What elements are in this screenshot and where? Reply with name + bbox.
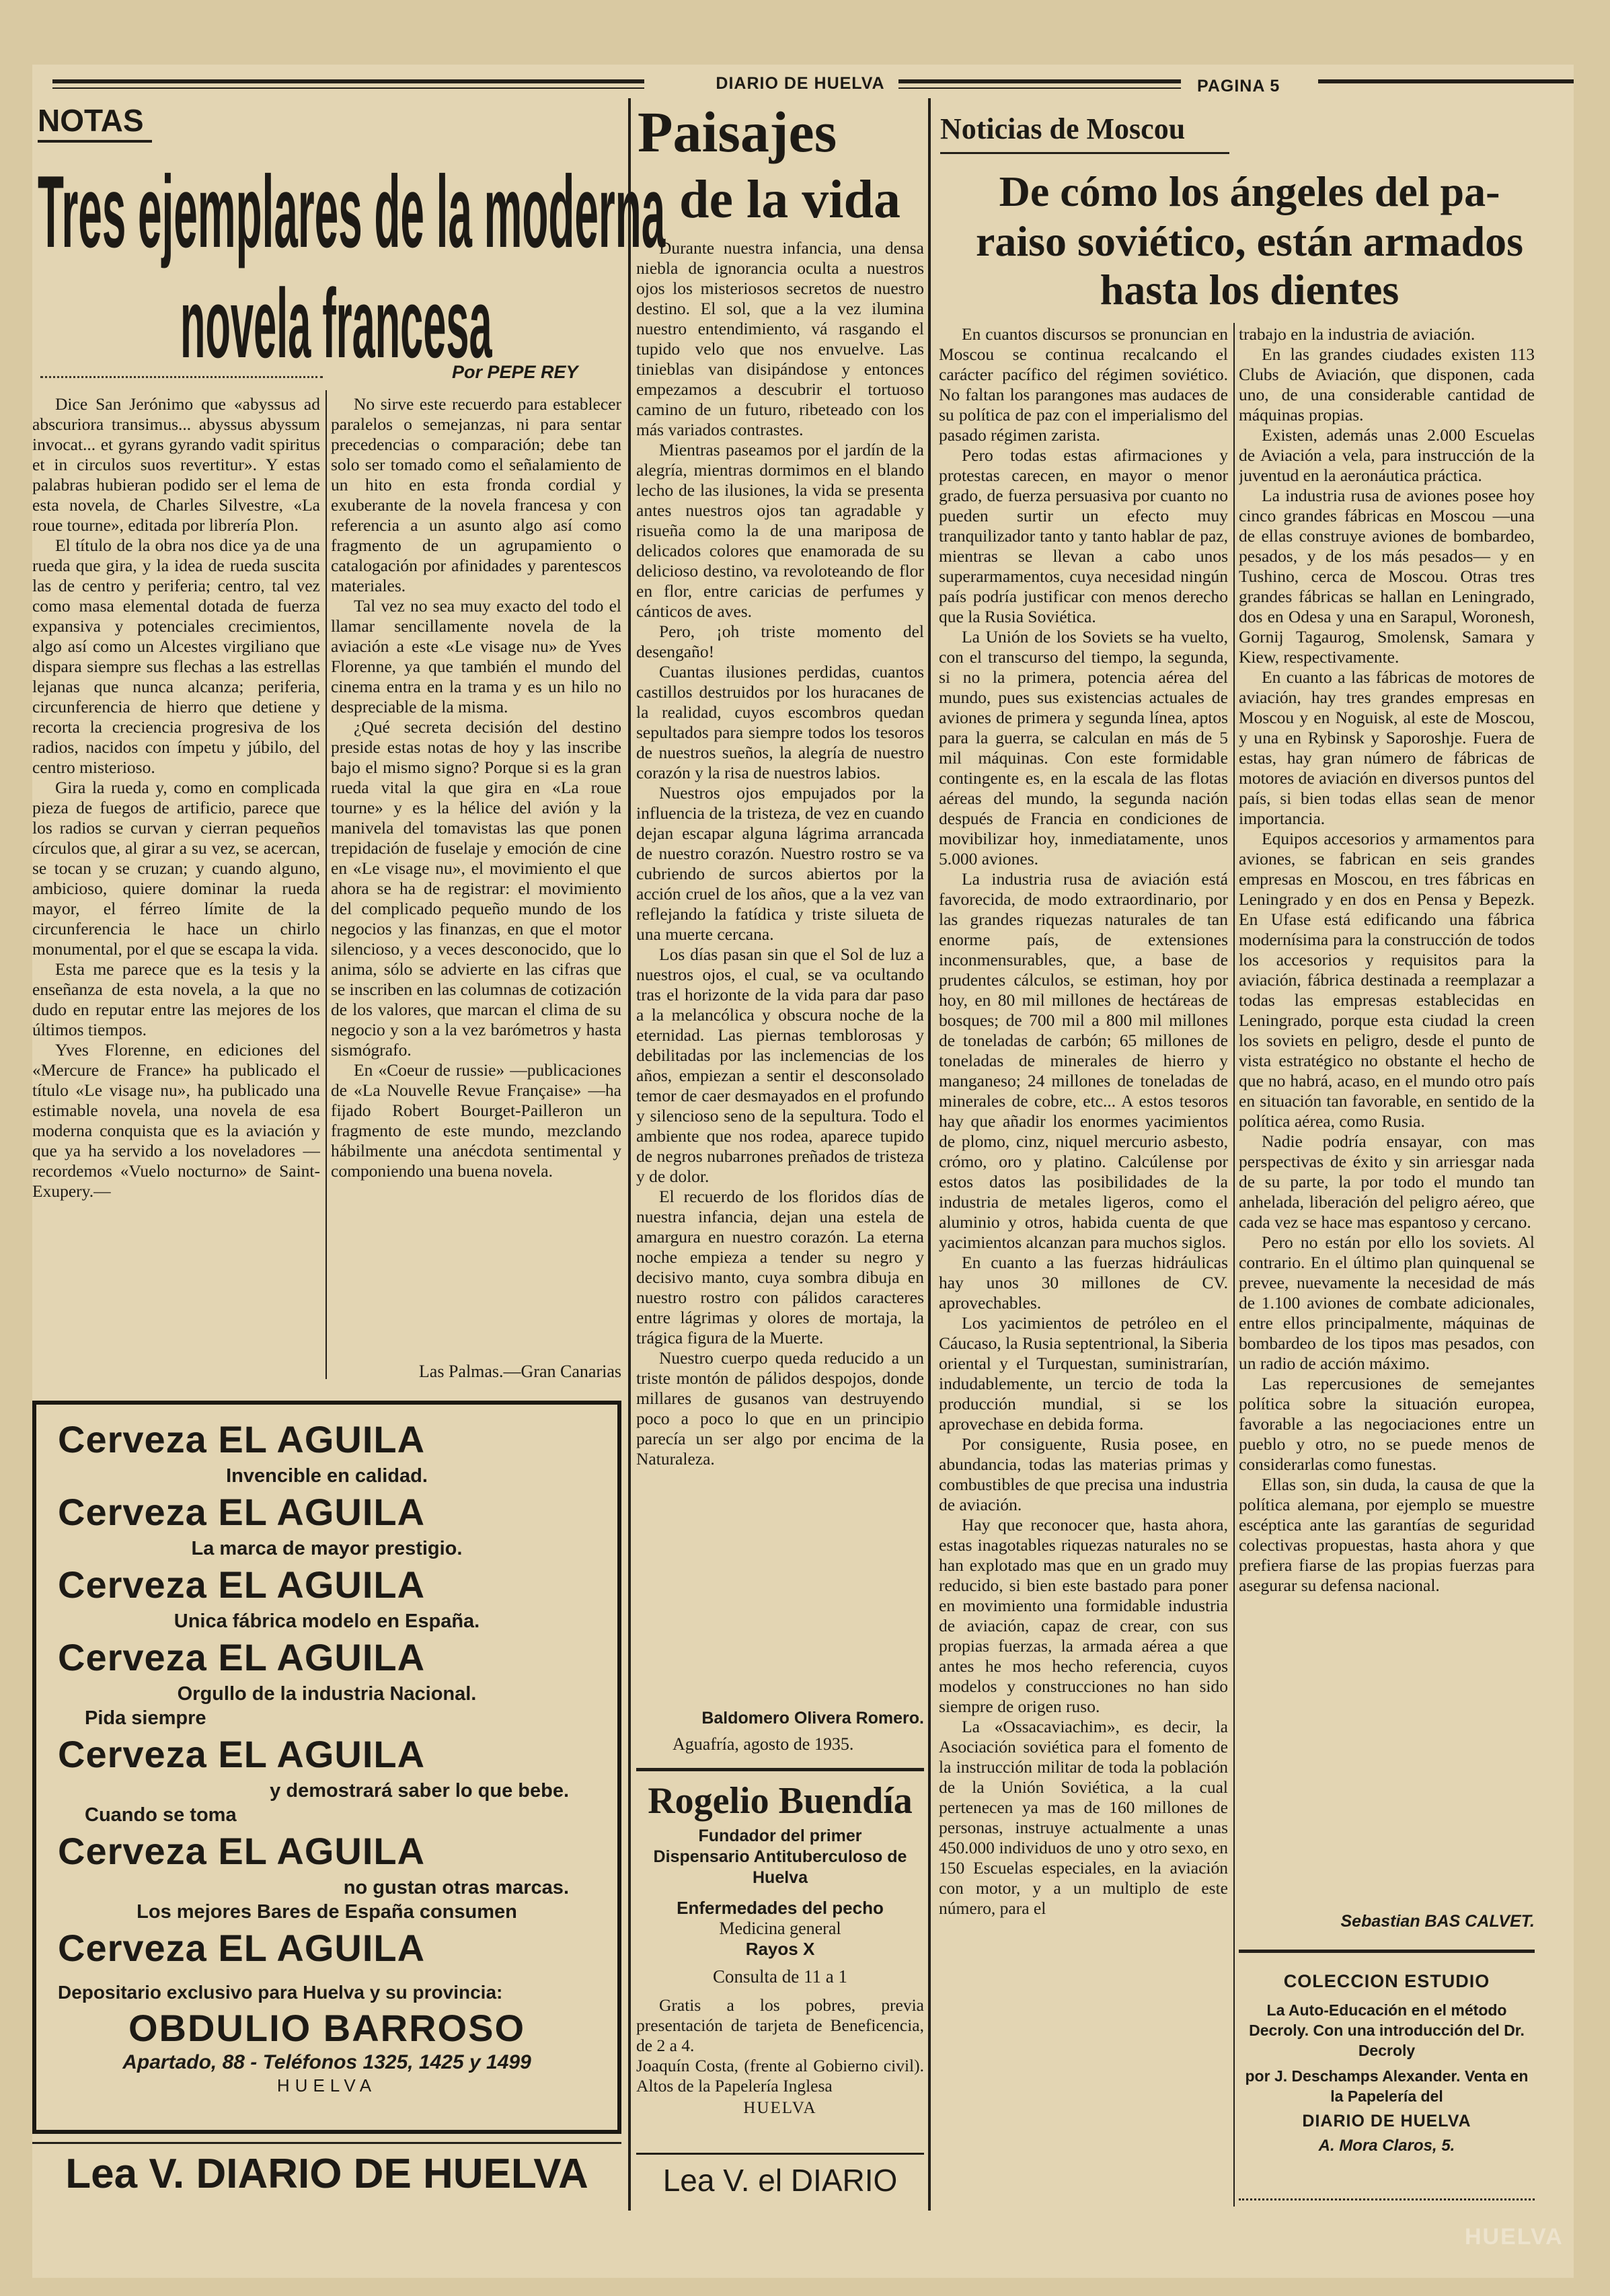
notas-column-1: [32, 394, 320, 1390]
paisajes-paragraph: Nuestro cuerpo queda reducido a un triste montón de pálidos despojos, donde millares de gusanos van destruyendo poco a poco lo que en un principio parecía un ser algo por encima de la Naturaleza.: [636, 1348, 924, 1469]
moscu-column-1: [939, 324, 1228, 2201]
notas-col2-paragraph: No sirve este recuerdo para establecer paralelos o semejanzas, ni para sentar precedencias o comparación; debe tan solo ser tomado como el señalamiento de un hito en esta fronda cordial y exuberante de la novela francesa y con referencia a un asunto algo así como fragmento de un agrupamiento o catalogación por afinidades y parentescos materiales.: [331, 394, 621, 595]
column-rule-2: [928, 98, 931, 2211]
cerveza-ad-post-line: y demostrará saber lo que bebe.: [270, 1780, 569, 1802]
cerveza-ad-slogan-line: Los mejores Bares de España consumen: [137, 1901, 517, 1923]
doctor-address: Joaquín Costa, (frente al Gobierno civil). Altos de la Papelería Inglesa: [636, 2056, 924, 2096]
moscu-col1-paragraph: Los yacimientos de petróleo en el Cáucaso, la Rusia septentrional, la Siberia oriental y el Turquestan, suministrarían, indudablemente, un tercio de toda la producción mundial, si se los aprovechase en debida forma.: [939, 1313, 1228, 1434]
paisajes-paragraph: Cuantas ilusiones perdidas, cuantos castillos destruidos por los huracanes de la realidad, cuyos escombros quedan sepultados para siempre todos los tesoros de nuestros sueños, la alegría de nuestro corazón y la risa de nuestros labios.: [636, 662, 924, 782]
paisajes-paragraph: El recuerdo de los floridos días de nuestra infancia, dejan una estela de amargura en nuestro corazón. La eterna noche empieza a tender su negro y decisivo manto, cuya sombra dibuja en nuestro rostro con pálidos caracteres entre lágrimas y olores de mortaja, la trágica figura de la Muerte.: [636, 1187, 924, 1347]
header-rule-mid: [898, 79, 1181, 83]
notas-col2-paragraph: En «Coeur de russie» —publicaciones de «La Nouvelle Revue Française» —ha fijado Robert Bourget-Pailleron un fragmento de este mundo, mezclando hábilmente una anécdota sentimental y componiendo una buena novela.: [331, 1060, 621, 1181]
moscu-col1-paragraph: La «Ossacaviachim», es decir, la Asociación soviética para el fomento de la instrucción militar de toda la población de la Unión Soviética, a la cual pertenecen ya mas de 160 millones de personas, instruye actualmente a unas 450.000 individuos de uno y otro sexo, en 150 Escuelas especiales, en la aviación con motor, y a un multiplo de este número, para el: [939, 1717, 1228, 1918]
moscu-col2-paragraph: Ellas son, sin duda, la causa de que la política alemana, por ejemplo se muestre escéptica ante las garantías de seguridad colectivas propuestas, hasta ahora y que prefiera fiarse de las propias fuerzas para asegurar su defensa nacional.: [1239, 1475, 1535, 1595]
coleccion-line2: por J. Deschamps Alexander. Venta en la Papelería del: [1245, 2067, 1529, 2105]
moscu-headline-line3: hasta los dientes: [1100, 266, 1400, 313]
paisajes-dateline: Aguafría, agosto de 1935.: [673, 1734, 854, 1754]
notas-title-line2: novela francesa: [180, 268, 492, 378]
notas-title-line1: Tres ejemplares de la moderna: [38, 155, 666, 269]
cerveza-ad-pre-line: Pida siempre: [85, 1707, 206, 1729]
cerveza-ad-box: [32, 1401, 621, 2134]
cerveza-ad-slogan-line: Orgullo de la industria Nacional.: [177, 1683, 477, 1705]
doctor-hours: Consulta de 11 a 1: [713, 1966, 847, 1987]
moscu-col2-paragraph: Equipos accesorios y armamentos para aviones, se fabrican en seis grandes empresas en Moscou, en tres fábricas en Leningrado y en dos en Pensa y Bepezk. En Ufase está edificando una fábrica modernísima para la construcción de todos los accesorios y requisitos para la aviación, fábrica destinada a reemplazar a todas las empresas establecidas en Leningrado, porque esta ciudad la creen los soviets en peligro, desde el punto de vista estratégico no obstante el hecho de que no habrá, acaso, en el mundo otro país en situación tan favorable, en sentido de la política aérea, como Rusia.: [1239, 829, 1535, 1131]
coleccion-title: COLECCION ESTUDIO: [1283, 1971, 1490, 1991]
page-number: PAGINA 5: [1197, 77, 1280, 96]
moscu-signature: Sebastian BAS CALVET.: [1340, 1912, 1535, 1931]
notas-inner-rule: [325, 390, 327, 1379]
moscu-col1-paragraph: Por consiguente, Rusia posee, en abundancia, todas las materias primas y combustibles de que precisa una industria de aviación.: [939, 1434, 1228, 1514]
depositario-city: HUELVA: [276, 2075, 377, 2096]
doctor-specialty: Enfermedades del pecho: [677, 1898, 884, 1918]
header-rule-left-thin: [52, 87, 644, 89]
depositario-name: OBDULIO BARROSO: [128, 2007, 525, 2049]
cerveza-ad-slogan-line: Unica fábrica modelo en España.: [174, 1610, 480, 1632]
cerveza-ad-slogan-line: Invencible en calidad.: [226, 1465, 428, 1487]
moscu-col2-paragraph: Existen, además unas 2.000 Escuelas de Aviación a vela, para instrucción de la juventud en la aeronáutica práctica.: [1239, 425, 1535, 485]
footer-lea-diario: Lea V. DIARIO DE HUELVA: [65, 2151, 588, 2197]
doctor-founder-line: Fundador del primer Dispensario Antituberculoso de Huelva: [653, 1826, 907, 1887]
moscu-col2-paragraph: En las grandes ciudades existen 113 Clubs de Aviación, que disponen, cada uno, de una considerable cantidad de máquinas propias.: [1239, 344, 1535, 424]
paisajes-paragraph: Nuestros ojos empujados por la influencia de la tristeza, de vez en cuando dejan escapar alguna lágrima arrancada de nuestro corazón. Nuestro rostro se va cubriendo de surcos abiertos por la acción cruel de los años, que a la vez van reflejando la fatídica y triste silueta de una muerte cercana.: [636, 783, 924, 944]
paisajes-title-line2: de la vida: [679, 170, 900, 229]
cerveza-ad-pre-line: Cuando se toma: [85, 1804, 237, 1826]
notas-col2-paragraph: Tal vez no sea muy exacto del todo el llamar sencillamente novela de la aviación a este «Le visage nu» de Yves Florenne, ya que también el mundo del cinema entra en la trama y es un hilo no despreciable de la misma.: [331, 596, 621, 716]
moscu-column-2: [1239, 324, 1535, 1932]
paisajes-paragraph: Los días pasan sin que el Sol de luz a nuestros ojos, el cual, se va ocultando tras el horizonte de la vida para dar paso a la melancólica y obscura noche de la eternidad. Las piernas temblorosas y debilitadas por las inclemencias de los años, empiezan a sentir el desconsolado temor de caer desmayados en el profundo y silencioso seno de la sepultura. Todo el ambiente que nos rodea, aparece tupido de negros nubarrones preñados de tristeza y de dolor.: [636, 945, 924, 1186]
cerveza-ad-brand-line: Cerveza EL AGUILA: [58, 1733, 426, 1775]
depositario-label: Depositario exclusivo para Huelva y su provincia:: [58, 1982, 503, 2003]
newspaper-name: DIARIO DE HUELVA: [716, 74, 885, 93]
moscu-col2-paragraph: trabajo en la industria de aviación.: [1239, 324, 1475, 344]
notas-col1-paragraph: Gira la rueda y, como en complicada pieza de fuegos de artificio, parece que los radios se curvan y cierran pequeños círculos que, al girar a su vez, se acercan, se tocan y se cruzan; y cuando alguno, ambicioso, quiere dominar la rueda mayor, el férreo límite de la circunferencia le hace un chirlo monumental, por el que se escapa la vida.: [32, 778, 320, 959]
doctor-name: Rogelio Buendía: [648, 1780, 913, 1822]
notas-byline: Por PEPE REY: [452, 362, 578, 382]
byline-ornament: [40, 363, 323, 378]
notas-col1-paragraph: Dice San Jerónimo que «abyssus ad abscuriora transimus... abyssus abyssum invocat... et gyrans gyrando vadit spiritus et in circulos suos revertitur». Y estas palabras hubieran podido ser el lema de esta novela, de Charles Silvestre, «La roue tourne», editada por librería Plon.: [32, 394, 320, 535]
notas-signature: Las Palmas.—Gran Canarias: [418, 1362, 621, 1381]
paisajes-signature: Baldomero Olivera Romero.: [701, 1709, 924, 1728]
notas-underline: [38, 140, 152, 143]
cerveza-ad-brand-line: Cerveza EL AGUILA: [58, 1563, 426, 1606]
footer-lea-el-diario: Lea V. el DIARIO: [662, 2163, 898, 2198]
moscu-col1-paragraph: Pero todas estas afirmaciones y protestas carecen, en mayor o menor grado, de fuerza persuasiva por cuanto no pueden surtir un efecto muy tranquilizador tanto y tanto hablar de paz, mientras se llevan a cabo unos superarmamentos, cuya necesidad ningún país podría justificar con menos derecho que la Rusia Soviética.: [939, 445, 1228, 626]
cerveza-ad-slogan-line: La marca de mayor prestigio.: [191, 1538, 463, 1559]
moscu-headline-line1: De cómo los ángeles del pa-: [999, 168, 1500, 215]
notas-col2-paragraph: ¿Qué secreta decisión del destino preside estas notas de hoy y las inscribe bajo el mismo signo? Porque si es la gran rueda vital la que gira en «La roue tourne» y es la hélice del avión y la manivela del tomavistas las que ponen trepidación de fuselaje y emoción de cine en «Le visage nu», el movimiento el que ahora se ha de registrar: el movimiento del complicado pequeño mundo de los negocios y las finanzas, en que el motor silencioso, y a veces desconocido, que lo anima, sólo se advierte en las cifras que se inscriben en las columnas de cotización de los valores, que marcan el clima de su negocio y son a la vez barómetros y hasta sismógrafo.: [331, 717, 621, 1060]
moscu-col1-paragraph: Hay que reconocer que, hasta ahora, estas inagotables riquezas naturales no se han explotado mas que en un grado muy reducido, si bien este bastado para poner en movimiento una formidable industria de aviación, capaz de crear, con sus propias fuerzas, la armada aérea a que antes he mos hecho referencia, cuyos modelos y construcciones no han sido siempre de origen ruso.: [939, 1515, 1228, 1716]
moscu-section-underline: [940, 152, 1229, 154]
archive-watermark: HUELVA: [1465, 2224, 1564, 2250]
doctor-free: Gratis a los pobres, previa presentación de tarjeta de Beneficencia, de 2 a 4.: [636, 1995, 924, 2055]
paisajes-title-line1: Paisajes: [638, 100, 837, 164]
doctor-ad: [636, 1776, 924, 2153]
paisajes-body: [636, 238, 924, 1711]
notas-col1-paragraph: El título de la obra nos dice ya de una rueda que gira, y la idea de rueda suscita las de centro y periferia; centro, tal vez como masa elemental dotada de fuerza expansiva y potenciales crecimientos, algo así como un Alcestes virgiliano que dispara siempre sus flechas a las estrellas lejanas que nunca alcanza; periferia, circunferencia de hierro que detiene y recorta la creciencia progresiva de los radios, nacidos con ímpetu y júbilo, del centro misterioso.: [32, 535, 320, 777]
column-rule-1: [628, 98, 631, 2211]
depositario-address: Apartado, 88 - Teléfonos 1325, 1425 y 1499: [122, 2051, 531, 2073]
doctor-rayos: Rayos X: [745, 1939, 815, 1959]
moscu-col2-paragraph: Nadie podría ensayar, con mas perspectivas de éxito y sin arriesgar nada de su parte, la por todo el mundo tan anhelada, liberación del peligro aéreo, que cada vez se hace mas espantoso y cercano.: [1239, 1132, 1535, 1232]
footer-rule-mid: [636, 2153, 924, 2155]
cerveza-ad-brand-line: Cerveza EL AGUILA: [58, 1830, 426, 1872]
cerveza-ad-brand-line: Cerveza EL AGUILA: [58, 1636, 426, 1678]
coleccion-line4: A. Mora Claros, 5.: [1318, 2137, 1455, 2155]
coleccion-ad: [1239, 1971, 1535, 2186]
footer-rule-left: [32, 2142, 621, 2144]
notas-col1-paragraph: Esta me parece que es la tesis y la enseñanza de esta novela, a la que no dudo en reputar entre las mejores de los últimos tiempos.: [32, 959, 320, 1039]
coleccion-bottom-rule: [1239, 2196, 1535, 2200]
moscu-col2-paragraph: En cuanto a las fábricas de motores de aviación, hay tres grandes empresas en Moscou y en Noguisk, al este de Moscou, y una en Rybinsk y Saporoshje. Fuera de estas, hay gran número de fábricas de motores de aviación en diversos puntos del país, si bien todas ellas sean de menor importancia.: [1239, 667, 1535, 828]
coleccion-top-rule: [1239, 1950, 1535, 1953]
moscu-headline-line2: raiso soviético, están armados: [975, 217, 1524, 265]
doctor-general: Medicina general: [719, 1919, 841, 1938]
notas-col1-paragraph: Yves Florenne, en ediciones del «Mercure de France» ha publicado el título «Le visage nu», ha publicado una estimable novela, una novela de esa moderna conquista que es la aviación y que ya ha servido a los noveladores —recordemos «Vuelo nocturno» de Saint-Exupery.—: [32, 1040, 320, 1201]
moscu-col2-paragraph: Las repercusiones de semejantes política sobre la situación europea, favorable a las negociaciones entre un pueblo y otro, no se puede menos de considerarlas como funestas.: [1239, 1374, 1535, 1474]
header-rule-left: [52, 79, 644, 83]
paisajes-paragraph: Pero, ¡oh triste momento del desengaño!: [636, 622, 924, 661]
notas-section-label: NOTAS: [38, 103, 144, 138]
notas-column-2: [331, 394, 621, 1349]
cerveza-ad-post-line: no gustan otras marcas.: [343, 1877, 569, 1898]
coleccion-line1: La Auto-Educación en el método Decroly. Con una introducción del Dr. Decroly: [1249, 2001, 1525, 2059]
cerveza-ad-brand-line: Cerveza EL AGUILA: [58, 1927, 426, 1969]
cerveza-ad-brand-line: Cerveza EL AGUILA: [58, 1491, 426, 1533]
cerveza-ad-brand-line: Cerveza EL AGUILA: [58, 1418, 426, 1460]
moscu-col1-paragraph: La Unión de los Soviets se ha vuelto, con el transcurso del tiempo, la segunda, si no la primera, potencia aérea del mundo, pues sus existencias actuales de aviones de primera y segunda línea, aptos para la guerra, se calculan en más de 5 mil máquinas. Con este formidable contingente es, en la escala de las flotas aéreas del mundo, la segunda nación después de Francia en condiciones de movibilizar hoy, inmediatamente, unos 5.000 aviones.: [939, 627, 1228, 868]
moscu-col1-paragraph: En cuanto a las fuerzas hidráulicas hay unos 30 millones de CV. aprovechables.: [939, 1253, 1228, 1312]
moscu-inner-rule: [1233, 323, 1235, 2207]
paisajes-paragraph: Durante nuestra infancia, una densa niebla de ignorancia oculta a nuestros ojos los misteriosos secretos de nuestro destino. El sol, que a la vez ilumina nuestro entendimiento, vá rasgando el tupido velo que nos envuelve. Las tinieblas van disipándose y entonces empezamos a descubrir el tortuoso camino de un futuro, ribeteado con los más variados contrastes.: [636, 238, 924, 439]
header-rule-right: [1318, 79, 1574, 83]
doctor-ad-top-rule: [636, 1768, 924, 1771]
moscu-col1-paragraph: En cuantos discursos se pronuncian en Moscou se continua recalcando el carácter pacífico del régimen soviético. No faltan los parangones mas audaces de su política de paz con el imperialismo del pasado régimen zarista.: [939, 324, 1228, 445]
moscu-col2-paragraph: La industria rusa de aviones posee hoy cinco grandes fábricas en Moscou —una de ellas construye aviones de bombardeo, pesados, y de los más pesados— y en Tushino, cerca de Moscou. Otras tres grandes fábricas se hallan en Leningrado, dos en Odesa y una en Sarapul, Woronesh, Gornij Tagaurog, Smolensk, Samara y Kiew, respectivamente.: [1239, 486, 1535, 667]
moscu-col2-paragraph: Pero no están por ello los soviets. Al contrario. En el último plan quinquenal se prevee, nuevamente la necesidad de más de 1.100 aviones de combate adicionales, entre ellos principalmente, máquinas de bombardeo de los tipos mas pesados, con un radio de acción máximo.: [1239, 1232, 1535, 1373]
cerveza-ad-lines: [58, 1415, 596, 1972]
paisajes-paragraph: Mientras paseamos por el jardín de la alegría, mientras dormimos en el blando lecho de las ilusiones, la vida se presenta antes nuestros ojos tan agradable y risueña como la de una mariposa de delicados colores que enamorada de su delicioso destino, va revoloteando de flor en flor, entre caricias de perfumes y cánticos de aves.: [636, 440, 924, 621]
moscu-col1-paragraph: La industria rusa de aviación está favorecida, de modo extraordinario, por las grandes riquezas naturales de tan enorme país, de extensiones inconmensurables, que, a base de prudentes cálculos, se estiman, hoy por hoy, en 80 mil millones de hectáreas de bosques; de 700 mil a 800 mil millones de toneladas de carbón; 65 millones de toneladas de minerales de hierro y manganeso; 24 millones de toneladas de minerales de cobre, etc... A estos tesoros hay que añadir los enormes yacimientos de plomo, cinz, niquel mercurio asbesto, crómo, oro y platino. Calcúlense por estos datos las posibilidades de la industria de metales ligeros, como el aluminio y otros, habida cuenta de que yacimientos alcanzan para muchos siglos.: [939, 869, 1228, 1252]
moscu-section-label: Noticias de Moscou: [940, 112, 1186, 145]
doctor-city: HUELVA: [743, 2099, 817, 2117]
header-rule-mid-thin: [898, 87, 1181, 89]
coleccion-line3: DIARIO DE HUELVA: [1302, 2112, 1471, 2131]
